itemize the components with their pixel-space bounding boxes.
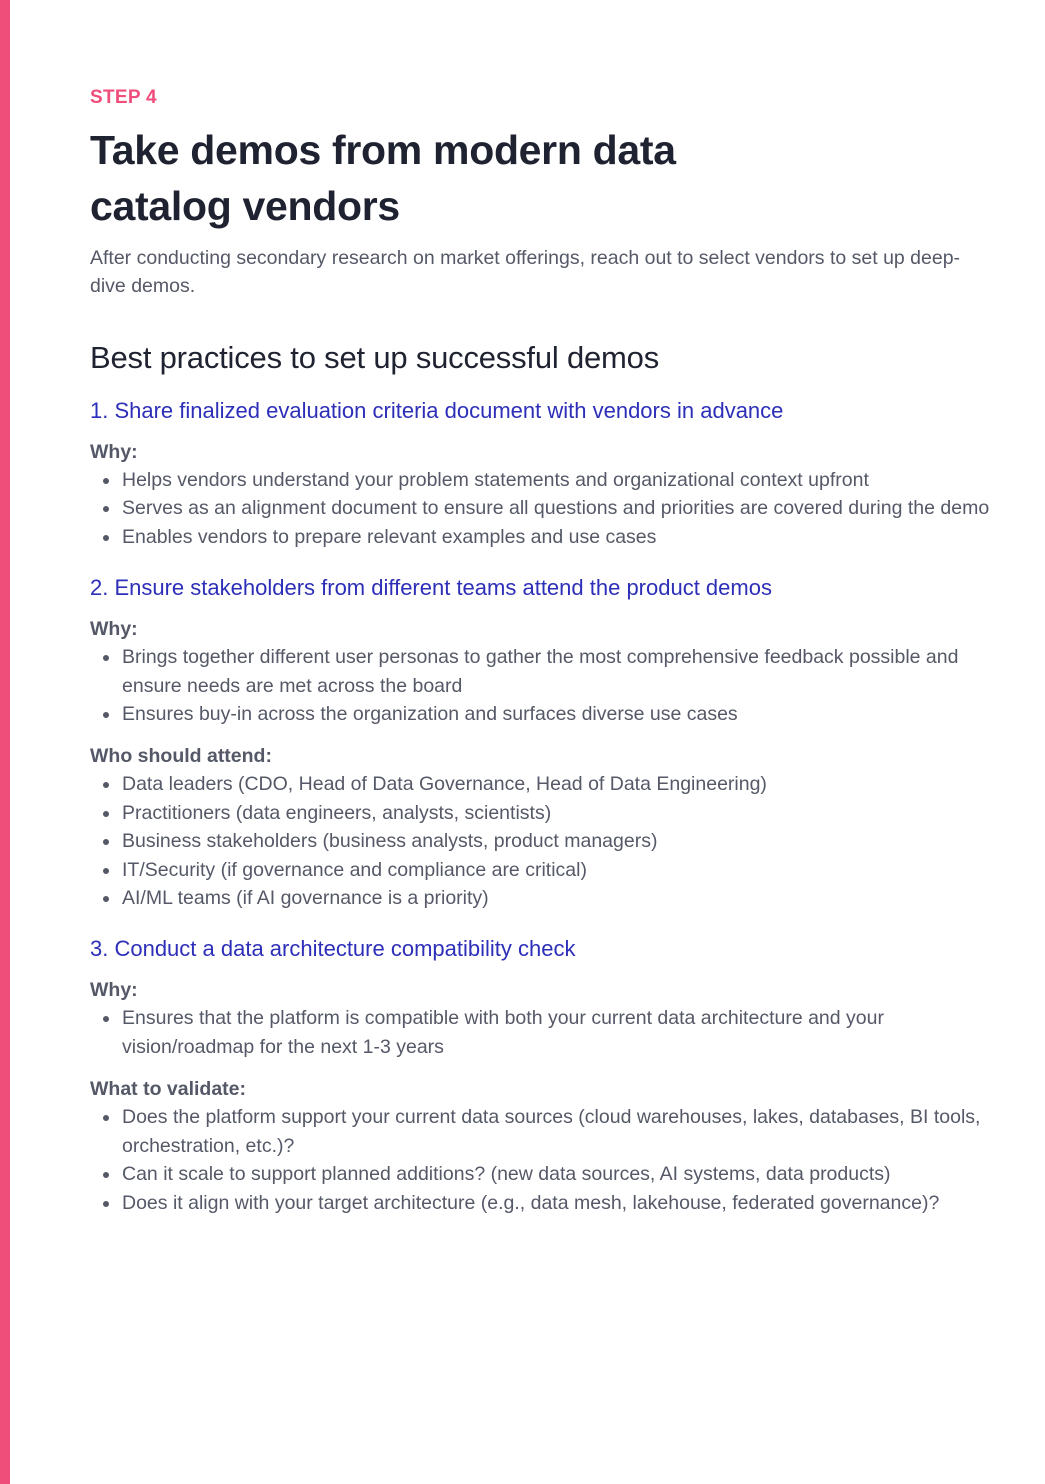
list-item: Practitioners (data engineers, analysts, scientists) bbox=[90, 799, 990, 827]
practice-title-1: 1. Share finalized evaluation criteria document with vendors in advance bbox=[90, 398, 784, 423]
list-item: Ensures that the platform is compatible with both your current data architecture and your vision/roadmap for the next 1-3 years bbox=[90, 1004, 990, 1061]
page-title: Take demos from modern data catalog vendors bbox=[90, 127, 676, 229]
list-item: Enables vendors to prepare relevant examples and use cases bbox=[90, 523, 990, 551]
list-item: Does it align with your target architecture (e.g., data mesh, lakehouse, federated governance)? bbox=[90, 1189, 990, 1217]
practice-item-3 bbox=[90, 934, 990, 1216]
why-label: Why: bbox=[90, 618, 138, 641]
practice-item-1 bbox=[90, 396, 990, 551]
list-item: Data leaders (CDO, Head of Data Governance, Head of Data Engineering) bbox=[90, 770, 990, 798]
list-item: Ensures buy-in across the organization and surfaces diverse use cases bbox=[90, 700, 990, 728]
why-list bbox=[90, 1004, 990, 1061]
list-item: IT/Security (if governance and compliance are critical) bbox=[90, 856, 990, 884]
practice-title-2: 2. Ensure stakeholders from different teams attend the product demos bbox=[90, 575, 772, 601]
practice-item-2 bbox=[90, 573, 990, 912]
left-accent-bar bbox=[0, 0, 10, 1484]
step-label: STEP 4 bbox=[90, 87, 157, 108]
list-item: Serves as an alignment document to ensure all questions and priorities are covered during the demo bbox=[90, 494, 990, 522]
page-content bbox=[90, 84, 990, 1217]
validation-list bbox=[90, 1103, 990, 1217]
why-list bbox=[90, 466, 990, 551]
who-should-attend-label: Who should attend: bbox=[90, 745, 272, 768]
why-label: Why: bbox=[90, 979, 138, 1002]
what-to-validate-label: What to validate: bbox=[90, 1078, 247, 1101]
list-item: AI/ML teams (if AI governance is a priority) bbox=[90, 884, 990, 912]
list-item: Brings together different user personas to gather the most comprehensive feedback possible and ensure needs are met across the board bbox=[90, 643, 990, 700]
list-item: Does the platform support your current data sources (cloud warehouses, lakes, databases, BI tools, orchestration, etc.)? bbox=[90, 1103, 990, 1160]
section-heading: Best practices to set up successful demos bbox=[90, 340, 660, 375]
attendee-list bbox=[90, 770, 990, 912]
intro-paragraph: After conducting secondary research on market offerings, reach out to select vendors to set up deep-dive demos. bbox=[90, 247, 961, 297]
why-label: Why: bbox=[90, 441, 138, 463]
list-item: Business stakeholders (business analysts, product managers) bbox=[90, 827, 990, 855]
list-item: Helps vendors understand your problem statements and organizational context upfront bbox=[90, 466, 990, 494]
practice-title-3: 3. Conduct a data architecture compatibility check bbox=[90, 936, 576, 962]
why-list bbox=[90, 643, 990, 728]
list-item: Can it scale to support planned additions? (new data sources, AI systems, data products) bbox=[90, 1160, 990, 1188]
